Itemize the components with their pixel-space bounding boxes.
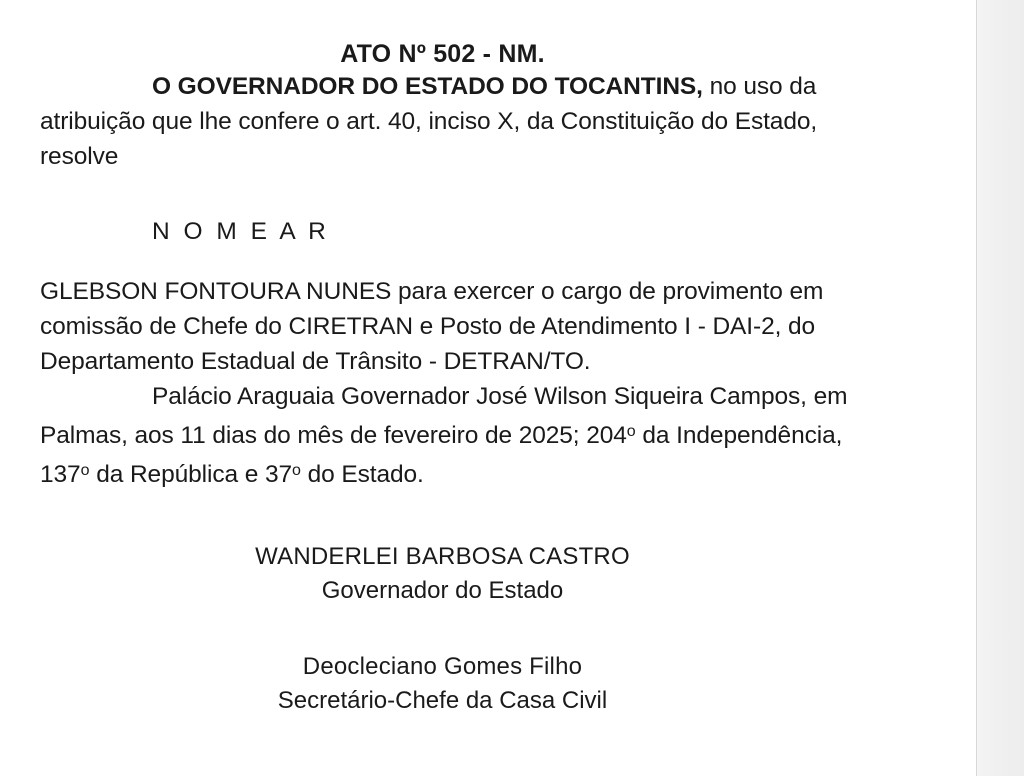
place-text-part2: da Independência, 137 bbox=[40, 421, 843, 488]
place-text-part3: da República e 37 bbox=[89, 460, 292, 488]
ordinal-marker-2: o bbox=[80, 461, 90, 479]
ordinal-marker-1: o bbox=[626, 422, 636, 440]
ordinal-marker-3: o bbox=[292, 461, 301, 479]
paragraph-authority bbox=[40, 69, 871, 174]
signature-governor bbox=[40, 540, 871, 608]
page-right-margin bbox=[976, 0, 1024, 776]
signature-role: Governador do Estado bbox=[321, 576, 564, 604]
place-text-part1: Palácio Araguaia Governador José Wilson Siqueira Campos, em Palmas, aos 11 dias do mês de fevereiro de 2025; 204 bbox=[40, 382, 848, 449]
place-text-part4: do Estado. bbox=[300, 460, 424, 488]
signature-name: Deocleciano Gomes Filho bbox=[302, 652, 583, 680]
governor-lead-text: O GOVERNADOR DO ESTADO DO TOCANTINS, bbox=[152, 73, 703, 100]
page-edge-shade bbox=[977, 0, 1024, 776]
authority-rest-text: no uso da atribuição que lhe confere o art. 40, inciso X, da Constituição do Estado, resolve bbox=[40, 73, 818, 170]
signature-chief-of-staff bbox=[40, 650, 871, 718]
signature-role: Secretário-Chefe da Casa Civil bbox=[277, 686, 608, 714]
page-title: ATO Nº 502 - NM. bbox=[340, 40, 545, 68]
paragraph-appointment: GLEBSON FONTOURA NUNES para exercer o cargo de provimento em comissão de Chefe do CIRETRAN e Posto de Atendimento I - DAI-2, do Departamento Estadual de Trânsito - DETRAN/TO. bbox=[40, 277, 824, 375]
signature-name: WANDERLEI BARBOSA CASTRO bbox=[255, 542, 630, 570]
action-heading: N O M E A R bbox=[152, 218, 330, 245]
paragraph-place-date bbox=[40, 379, 871, 492]
